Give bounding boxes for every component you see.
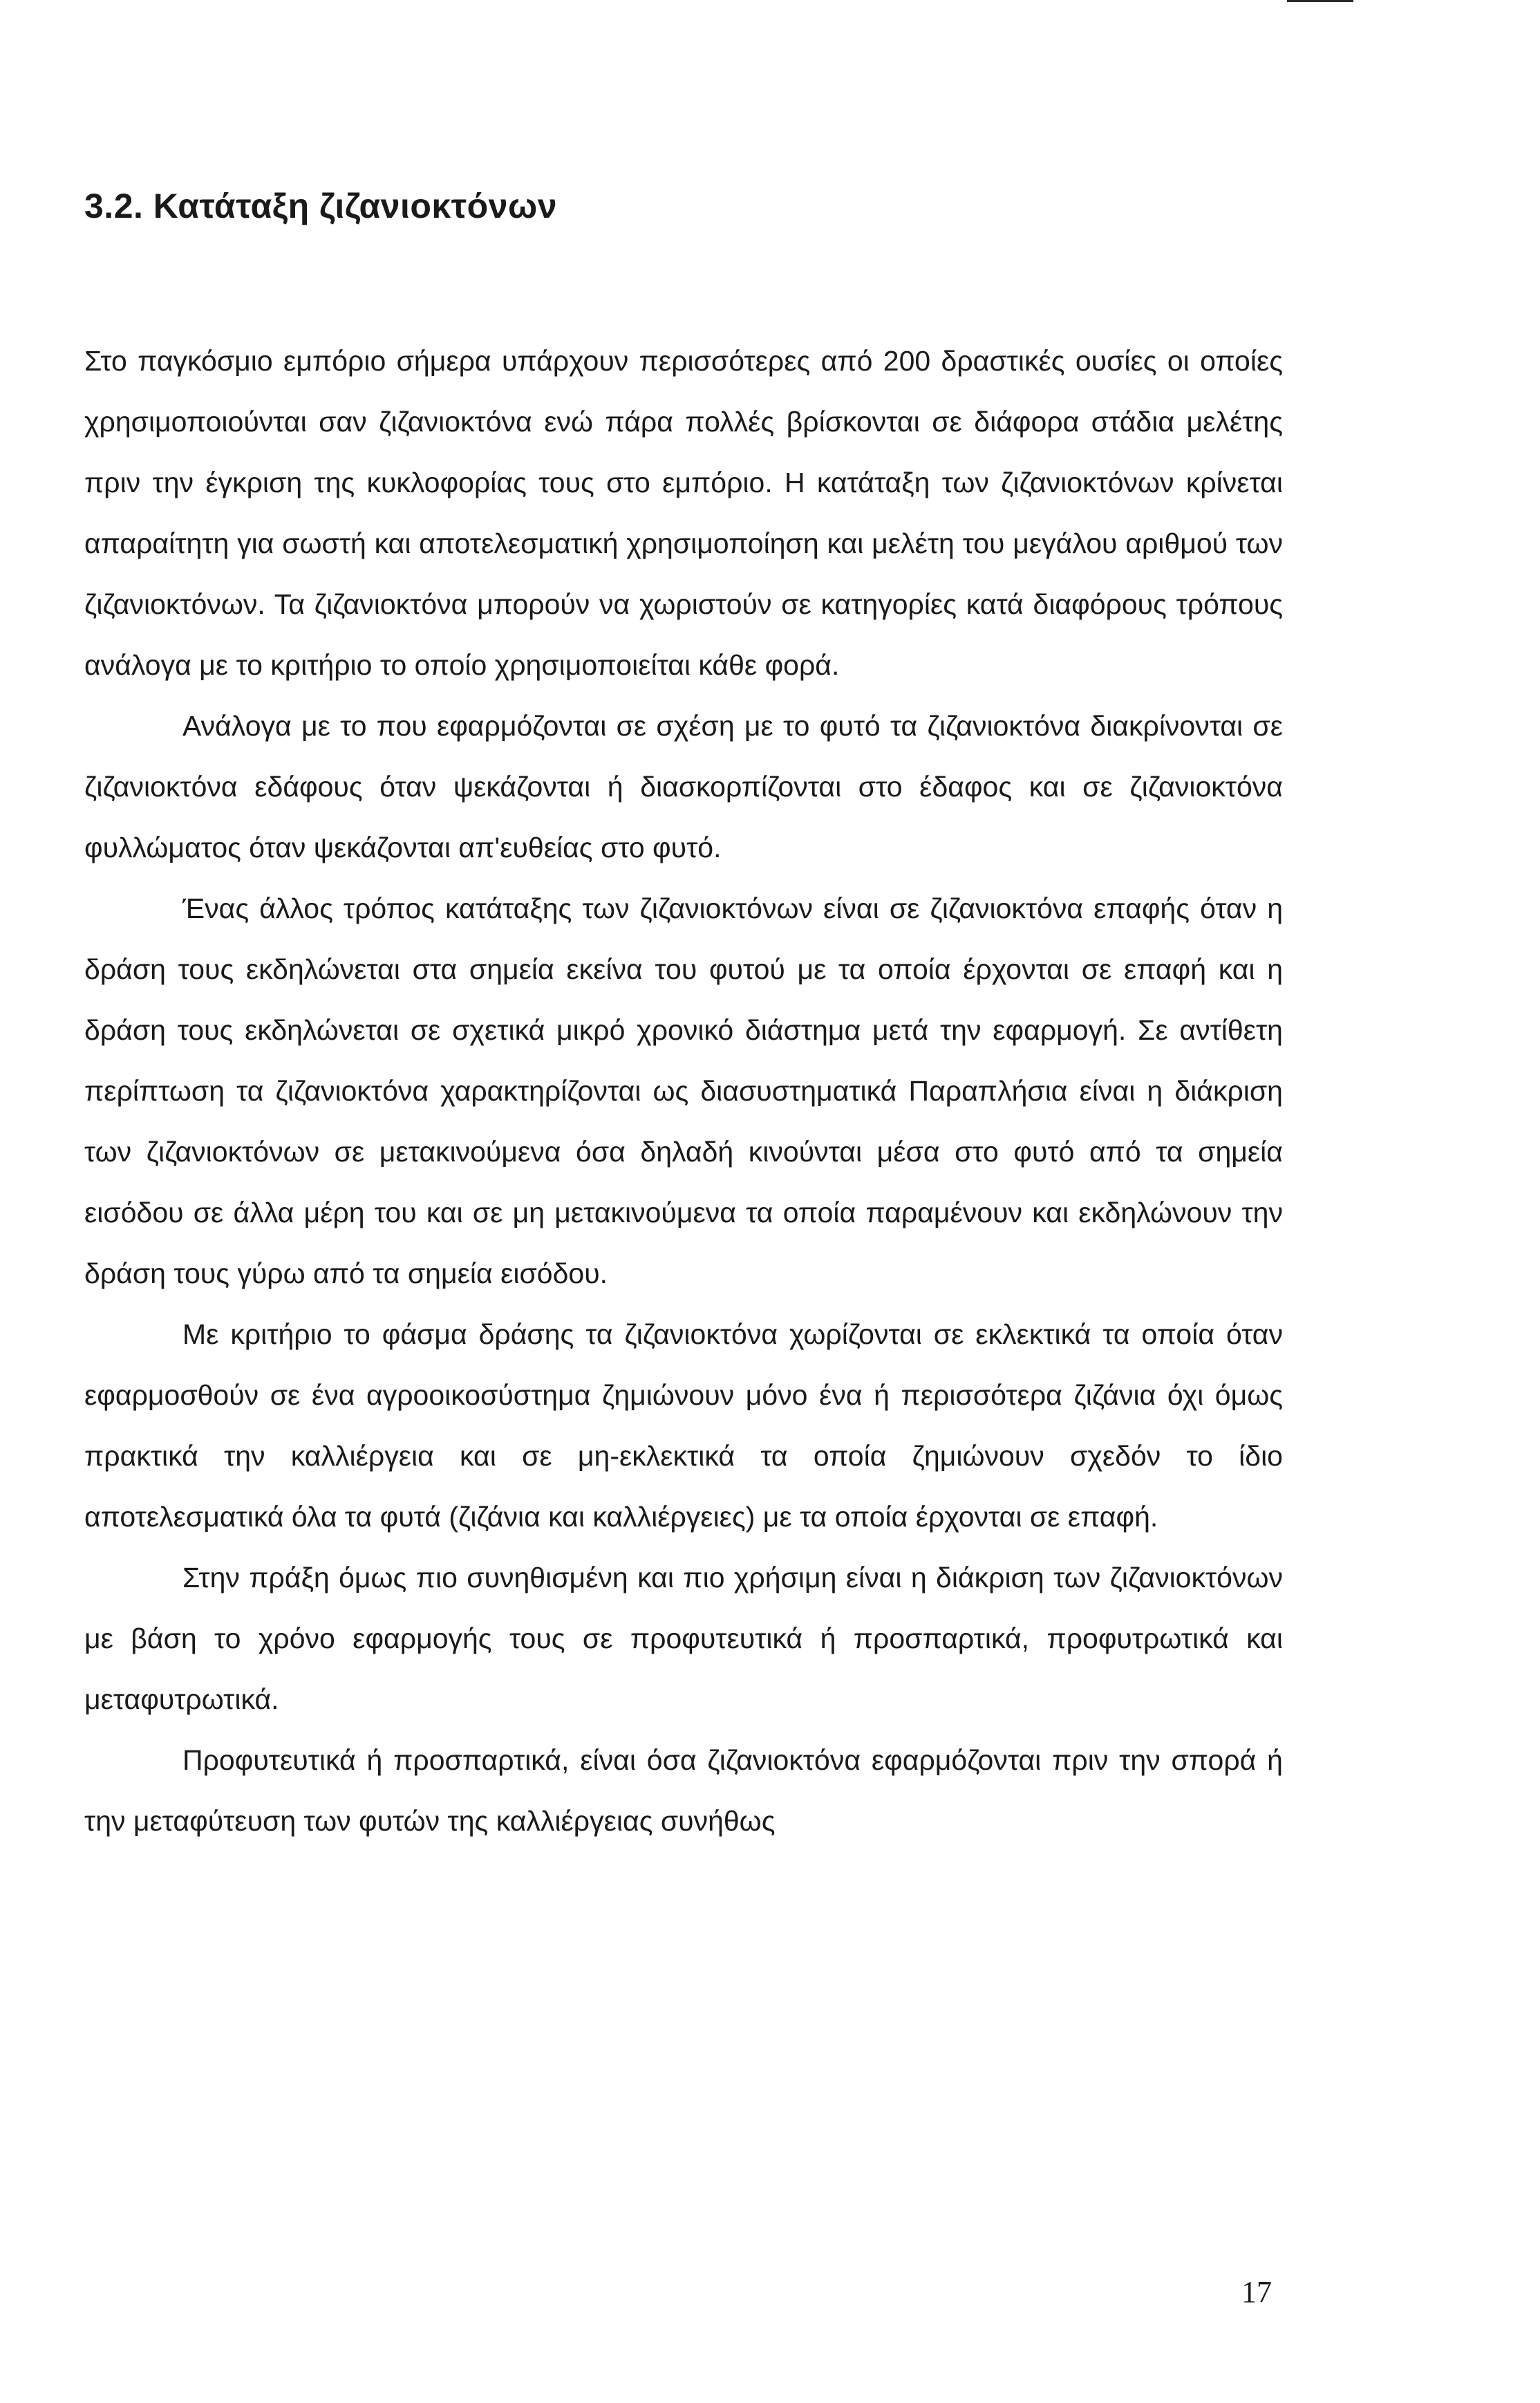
page-number: 17 [1241,2275,1272,2309]
top-rule [1287,0,1353,2]
section-heading: 3.2. Κατάταξη ζιζανιοκτόνων [84,187,558,225]
paragraph: Στο παγκόσμιο εμπόριο σήμερα υπάρχουν περισσότερες από 200 δραστικές ουσίες οι οποίες χρησιμοποιούνται σαν ζιζανιοκτόνα ενώ πάρα πολλές βρίσκονται σε διάφορα στάδια μελέτης πριν την έγκριση της κυκλοφορίας τους στο εμπόριο. Η κατάταξη των ζιζανιοκτόνων κρίνεται απαραίτητη για σωστή και αποτελεσματική χρησιμοποίηση και μελέτη του μεγάλου αριθμού των ζιζανιοκτόνων. Τα ζιζανιοκτόνα μπορούν να χωριστούν σε κατηγορίες κατά διαφόρους τρόπους ανάλογα με το κριτήριο το οποίο χρησιμοποιείται κάθε φορά. [84,345,1283,681]
paragraph: Με κριτήριο το φάσμα δράσης τα ζιζανιοκτόνα χωρίζονται σε εκλεκτικά τα οποία όταν εφαρμοσθούν σε ένα αγροοικοσύστημα ζημιώνουν μόνο ένα ή περισσότερα ζιζάνια όχι όμως πρακτικά την καλλιέργεια και σε μη-εκλεκτικά τα οποία ζημιώνουν σχεδόν το ίδιο αποτελεσματικά όλα τα φυτά (ζιζάνια και καλλιέργειες) με τα οποία έρχονται σε επαφή. [84,1318,1283,1533]
body-text [84,330,1283,1851]
paragraph: Προφυτευτικά ή προσπαρτικά, είναι όσα ζιζανιοκτόνα εφαρμόζονται πριν την σπορά ή την μεταφύτευση των φυτών της καλλιέργειας συνήθως [84,1744,1283,1837]
paragraph: Ένας άλλος τρόπος κατάταξης των ζιζανιοκτόνων είναι σε ζιζανιοκτόνα επαφής όταν η δράση τους εκδηλώνεται στα σημεία εκείνα του φυτού με τα οποία έρχονται σε επαφή και η δράση τους εκδηλώνεται σε σχετικά μικρό χρονικό διάστημα μετά την εφαρμογή. Σε αντίθετη περίπτωση τα ζιζανιοκτόνα χαρακτηρίζονται ως διασυστηματικά Παραπλήσια είναι η διάκριση των ζιζανιοκτόνων σε μετακινούμενα όσα δηλαδή κινούνται μέσα στο φυτό από τα σημεία εισόδου σε άλλα μέρη του και σε μη μετακινούμενα τα οποία παραμένουν και εκδηλώνουν την δράση τους γύρω από τα σημεία εισόδου. [84,892,1283,1289]
paragraph: Στην πράξη όμως πιο συνηθισμένη και πιο χρήσιμη είναι η διάκριση των ζιζανιοκτόνων με βάση το χρόνο εφαρμογής τους σε προφυτευτικά ή προσπαρτικά, προφυτρωτικά και μεταφυτρωτικά. [84,1562,1283,1715]
paragraph: Ανάλογα με το που εφαρμόζονται σε σχέση με το φυτό τα ζιζανιοκτόνα διακρίνονται σε ζιζανιοκτόνα εδάφους όταν ψεκάζονται ή διασκορπίζονται στο έδαφος και σε ζιζανιοκτόνα φυλλώματος όταν ψεκάζονται απ'ευθείας στο φυτό. [84,710,1283,863]
